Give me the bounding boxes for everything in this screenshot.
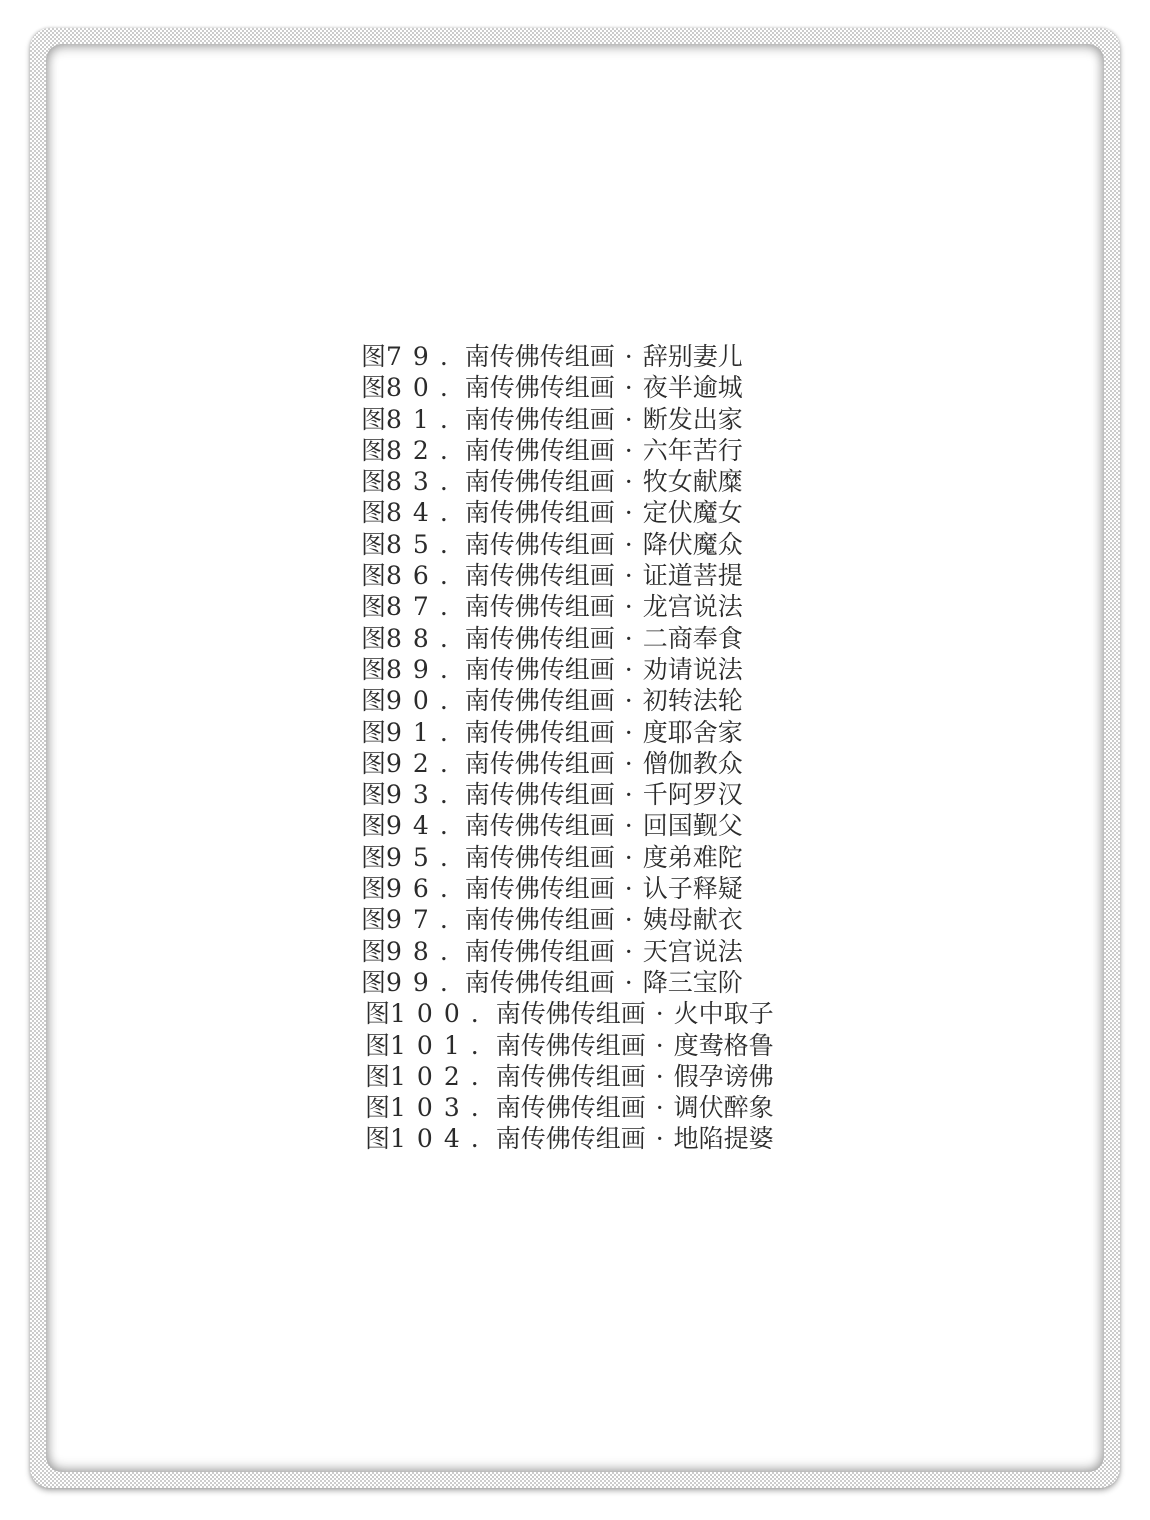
separator-dot: · bbox=[655, 1124, 664, 1154]
figure-list-item bbox=[361, 1092, 774, 1123]
separator-dot: · bbox=[624, 529, 633, 559]
figure-list-item bbox=[361, 466, 774, 497]
separator-dot: · bbox=[624, 842, 633, 872]
series-name: 南传佛传组画 bbox=[495, 999, 646, 1029]
figure-title: 认子释疑 bbox=[642, 874, 743, 904]
figure-number: 94. bbox=[386, 811, 459, 841]
figure-prefix: 图 bbox=[361, 498, 387, 528]
figure-number: 85. bbox=[386, 529, 459, 559]
figure-title: 证道菩提 bbox=[642, 561, 743, 591]
figure-title: 降伏魔众 bbox=[642, 529, 743, 559]
figure-prefix: 图 bbox=[365, 1093, 391, 1123]
separator-dot: · bbox=[655, 999, 664, 1029]
series-name: 南传佛传组画 bbox=[464, 592, 615, 622]
series-name: 南传佛传组画 bbox=[495, 1124, 646, 1154]
series-name: 南传佛传组画 bbox=[464, 686, 615, 716]
figure-prefix: 图 bbox=[361, 435, 387, 465]
series-name: 南传佛传组画 bbox=[464, 874, 615, 904]
figure-prefix: 图 bbox=[361, 592, 387, 622]
separator-dot: · bbox=[624, 592, 633, 622]
separator-dot: · bbox=[624, 404, 633, 434]
figure-list-item bbox=[361, 1123, 774, 1154]
figure-title: 断发出家 bbox=[642, 404, 743, 434]
figure-number: 88. bbox=[386, 623, 459, 653]
figure-list-item bbox=[361, 529, 774, 560]
figure-list-item bbox=[361, 435, 774, 466]
separator-dot: · bbox=[624, 811, 633, 841]
figure-list-item bbox=[361, 404, 774, 435]
separator-dot: · bbox=[624, 717, 633, 747]
figure-number: 92. bbox=[386, 748, 459, 778]
figure-number: 81. bbox=[386, 404, 459, 434]
figure-title: 地陷提婆 bbox=[673, 1124, 774, 1154]
figure-number: 101. bbox=[390, 1030, 490, 1060]
figure-number: 104. bbox=[390, 1124, 490, 1154]
figure-list-item bbox=[361, 341, 774, 372]
series-name: 南传佛传组画 bbox=[464, 498, 615, 528]
separator-dot: · bbox=[624, 905, 633, 935]
separator-dot: · bbox=[624, 967, 633, 997]
series-name: 南传佛传组画 bbox=[464, 561, 615, 591]
figure-list-item bbox=[361, 591, 774, 622]
figure-title: 度耶舍家 bbox=[642, 717, 743, 747]
figure-number: 98. bbox=[386, 936, 459, 966]
figure-title: 天宫说法 bbox=[642, 936, 743, 966]
figure-list-item bbox=[361, 685, 774, 716]
figure-prefix: 图 bbox=[361, 905, 387, 935]
separator-dot: · bbox=[624, 654, 633, 684]
series-name: 南传佛传组画 bbox=[464, 342, 615, 371]
figure-number: 87. bbox=[386, 592, 459, 622]
figure-list-item bbox=[361, 873, 774, 904]
figure-prefix: 图 bbox=[361, 654, 387, 684]
figure-prefix: 图 bbox=[365, 999, 391, 1029]
figure-title: 劝请说法 bbox=[642, 654, 743, 684]
series-name: 南传佛传组画 bbox=[464, 435, 615, 465]
figure-number: 89. bbox=[386, 654, 459, 684]
figure-prefix: 图 bbox=[365, 1124, 391, 1154]
figure-title: 度鸯格鲁 bbox=[673, 1030, 774, 1060]
figure-list bbox=[361, 341, 774, 1155]
figure-prefix: 图 bbox=[361, 780, 387, 810]
series-name: 南传佛传组画 bbox=[464, 842, 615, 872]
figure-list-item bbox=[361, 372, 774, 403]
figure-number: 93. bbox=[386, 780, 459, 810]
figure-title: 姨母献衣 bbox=[642, 905, 743, 935]
separator-dot: · bbox=[624, 936, 633, 966]
separator-dot: · bbox=[624, 874, 633, 904]
figure-prefix: 图 bbox=[361, 342, 387, 371]
figure-prefix: 图 bbox=[361, 404, 387, 434]
figure-number: 97. bbox=[386, 905, 459, 935]
figure-number: 80. bbox=[386, 373, 459, 403]
figure-title: 火中取子 bbox=[673, 999, 774, 1029]
figure-list-item bbox=[361, 967, 774, 998]
figure-title: 定伏魔女 bbox=[642, 498, 743, 528]
figure-prefix: 图 bbox=[361, 811, 387, 841]
series-name: 南传佛传组画 bbox=[464, 373, 615, 403]
figure-prefix: 图 bbox=[361, 529, 387, 559]
separator-dot: · bbox=[624, 748, 633, 778]
figure-list-item bbox=[361, 623, 774, 654]
figure-number: 102. bbox=[390, 1061, 490, 1091]
figure-number: 82. bbox=[386, 435, 459, 465]
figure-prefix: 图 bbox=[361, 373, 387, 403]
figure-title: 六年苦行 bbox=[642, 435, 743, 465]
separator-dot: · bbox=[624, 373, 633, 403]
figure-prefix: 图 bbox=[361, 623, 387, 653]
figure-list-item bbox=[361, 1030, 774, 1061]
series-name: 南传佛传组画 bbox=[464, 717, 615, 747]
figure-list-item bbox=[361, 998, 774, 1029]
series-name: 南传佛传组画 bbox=[495, 1093, 646, 1123]
figure-number: 99. bbox=[386, 967, 459, 997]
figure-number: 100. bbox=[390, 999, 490, 1029]
figure-list-item bbox=[361, 717, 774, 748]
figure-number: 86. bbox=[386, 561, 459, 591]
figure-prefix: 图 bbox=[361, 967, 387, 997]
figure-title: 二商奉食 bbox=[642, 623, 743, 653]
separator-dot: · bbox=[655, 1061, 664, 1091]
series-name: 南传佛传组画 bbox=[464, 467, 615, 497]
figure-number: 90. bbox=[386, 686, 459, 716]
series-name: 南传佛传组画 bbox=[464, 404, 615, 434]
figure-prefix: 图 bbox=[365, 1061, 391, 1091]
series-name: 南传佛传组画 bbox=[464, 780, 615, 810]
series-name: 南传佛传组画 bbox=[464, 748, 615, 778]
series-name: 南传佛传组画 bbox=[464, 623, 615, 653]
series-name: 南传佛传组画 bbox=[495, 1061, 646, 1091]
figure-number: 84. bbox=[386, 498, 459, 528]
series-name: 南传佛传组画 bbox=[464, 811, 615, 841]
figure-title: 回国觐父 bbox=[642, 811, 743, 841]
figure-number: 95. bbox=[386, 842, 459, 872]
figure-title: 调伏醉象 bbox=[673, 1093, 774, 1123]
figure-prefix: 图 bbox=[361, 842, 387, 872]
figure-list-item bbox=[361, 560, 774, 591]
figure-title: 僧伽教众 bbox=[642, 748, 743, 778]
figure-title: 辞别妻儿 bbox=[642, 342, 743, 371]
figure-title: 牧女献糜 bbox=[642, 467, 743, 497]
separator-dot: · bbox=[624, 561, 633, 591]
figure-list-item bbox=[361, 654, 774, 685]
figure-number: 79. bbox=[386, 342, 459, 371]
figure-title: 夜半逾城 bbox=[642, 373, 743, 403]
separator-dot: · bbox=[624, 686, 633, 716]
separator-dot: · bbox=[624, 780, 633, 810]
series-name: 南传佛传组画 bbox=[464, 936, 615, 966]
book-page bbox=[46, 44, 1104, 1472]
figure-title: 假孕谤佛 bbox=[673, 1061, 774, 1091]
figure-prefix: 图 bbox=[361, 561, 387, 591]
figure-number: 91. bbox=[386, 717, 459, 747]
series-name: 南传佛传组画 bbox=[464, 967, 615, 997]
figure-list-item bbox=[361, 497, 774, 528]
figure-list-item bbox=[361, 810, 774, 841]
figure-list-item bbox=[361, 1061, 774, 1092]
figure-prefix: 图 bbox=[361, 748, 387, 778]
figure-title: 龙宫说法 bbox=[642, 592, 743, 622]
figure-prefix: 图 bbox=[361, 467, 387, 497]
series-name: 南传佛传组画 bbox=[464, 905, 615, 935]
figure-list-item bbox=[361, 779, 774, 810]
figure-list-item bbox=[361, 842, 774, 873]
figure-title: 千阿罗汉 bbox=[642, 780, 743, 810]
page-border-frame bbox=[30, 28, 1120, 1488]
separator-dot: · bbox=[624, 467, 633, 497]
separator-dot: · bbox=[624, 498, 633, 528]
figure-prefix: 图 bbox=[365, 1030, 391, 1060]
separator-dot: · bbox=[655, 1093, 664, 1123]
separator-dot: · bbox=[624, 342, 633, 371]
figure-prefix: 图 bbox=[361, 686, 387, 716]
figure-title: 降三宝阶 bbox=[642, 967, 743, 997]
figure-number: 96. bbox=[386, 874, 459, 904]
separator-dot: · bbox=[624, 435, 633, 465]
series-name: 南传佛传组画 bbox=[495, 1030, 646, 1060]
figure-list-item bbox=[361, 936, 774, 967]
figure-number: 83. bbox=[386, 467, 459, 497]
separator-dot: · bbox=[655, 1030, 664, 1060]
figure-title: 初转法轮 bbox=[642, 686, 743, 716]
series-name: 南传佛传组画 bbox=[464, 654, 615, 684]
figure-number: 103. bbox=[390, 1093, 490, 1123]
series-name: 南传佛传组画 bbox=[464, 529, 615, 559]
separator-dot: · bbox=[624, 623, 633, 653]
figure-list-item bbox=[361, 904, 774, 935]
figure-title: 度弟难陀 bbox=[642, 842, 743, 872]
figure-prefix: 图 bbox=[361, 874, 387, 904]
figure-prefix: 图 bbox=[361, 936, 387, 966]
figure-prefix: 图 bbox=[361, 717, 387, 747]
figure-list-item bbox=[361, 748, 774, 779]
